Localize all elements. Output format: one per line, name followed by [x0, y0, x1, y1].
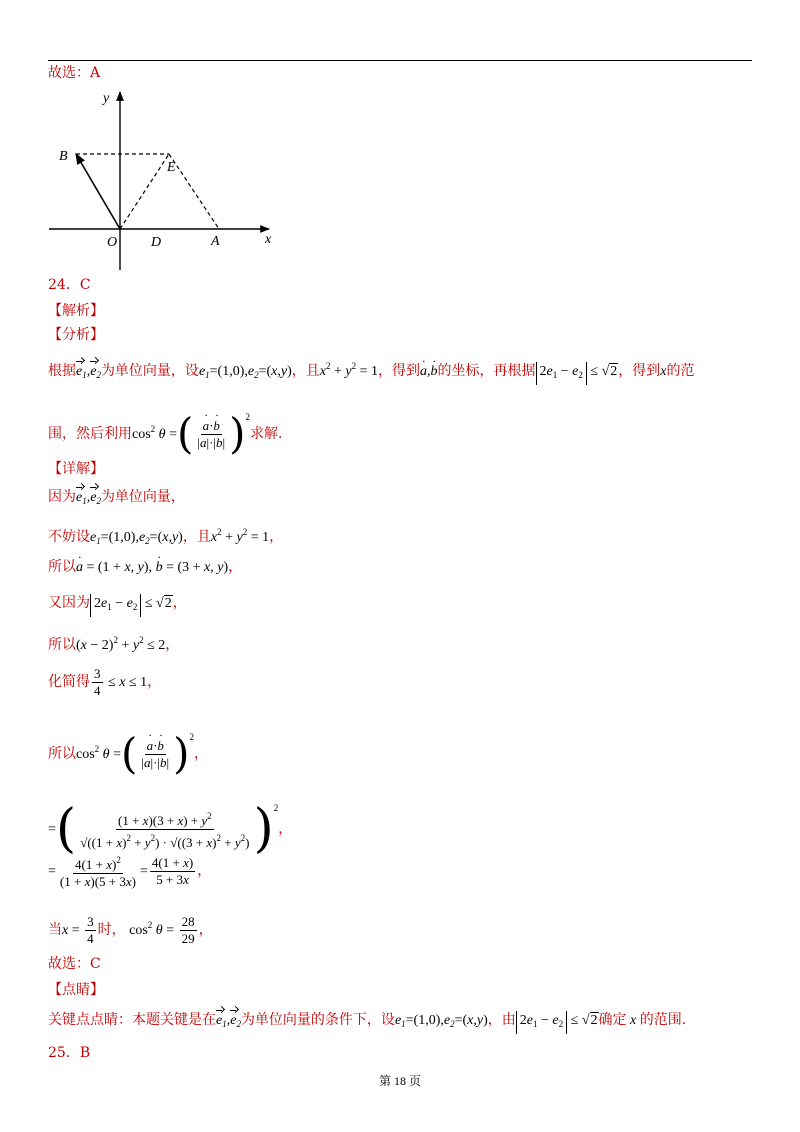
- detail-line-2: 不妨设$e_1=(1,0),e_2=(x,y)$，且$x^2 + y^2 = 1$，: [48, 527, 284, 546]
- header-rule: [48, 60, 752, 61]
- dianjing-heading: 【点睛】: [48, 982, 104, 998]
- q25-number: 25．B: [48, 1045, 91, 1061]
- detail-line-8: =( $\frac{(1 + x)(3 + x) + y^2}{√((1 + x)^2 + y^2) \cdot √((3 + x)^2 + y^2)}$ )$^2$，: [48, 799, 293, 859]
- label-D: D: [151, 235, 162, 250]
- detail-line-7: 所以$\cos^2 \theta$ =( · $\frac{a\cdot\cdot b}{|a|\cdot|b|}$ )$^2$，: [48, 714, 208, 760]
- detail-line-9: = $\frac{4(1 + x)^2}{(1 + x)(5 + 3x)}$ = $\frac{4(1 + x)}{5 + 3x}$ ，: [48, 852, 211, 890]
- label-y: y: [103, 91, 110, 106]
- detail-line-6: 化简得 $\frac{3}{4}$ ≤ x ≤ 1，: [48, 665, 162, 698]
- detail-line-5: 所以$(x - 2)^2 + y^2 \le 2$，: [48, 635, 180, 653]
- vector-OB: [76, 154, 120, 229]
- dashed-E-A: [169, 154, 219, 229]
- q24-answer: 故选：C: [48, 956, 101, 972]
- detail-line-3: 所以· a = (1 + x, y), · b = (3 + x, y)，: [48, 558, 242, 577]
- fenxi-heading: 【分析】: [48, 327, 104, 343]
- dianjing-line: 关键点点睛：本题关键是在$e_1,e_2$为单位向量的条件下，设$e_1=(1,0),e_2=(x,y)$，由 $2e_1 - e_2 \le √2$确定 x 的范围.: [48, 1011, 686, 1034]
- detail-line-4: 又因为 $2e_1 - e_2 \le √2$，: [48, 594, 187, 617]
- detail-line-1: 因为$e_1,e_2$为单位向量，: [48, 489, 185, 506]
- detail-line-10: 当x = $\frac{3}{4}$ 时， $\cos^2 \theta$ = $\frac{28}{29}$ ，: [48, 913, 213, 946]
- label-E: E: [167, 160, 176, 175]
- label-x: x: [265, 232, 272, 247]
- fenxi-line-2: 围，然后利用$\cos^2 \theta$ =( · $\frac{a\cdot\cdot b}{|a|\cdot|b|}$ )$^2$求解.: [48, 394, 282, 440]
- label-B: B: [59, 149, 68, 164]
- vector-diagram: [45, 88, 285, 273]
- previous-answer: 故选：A: [48, 65, 101, 81]
- xiangjie-heading: 【详解】: [48, 461, 104, 477]
- jiexi-heading: 【解析】: [48, 303, 104, 319]
- label-O: O: [107, 235, 118, 250]
- q24-number: 24．C: [48, 277, 91, 293]
- fenxi-line-1: 根据$e_1,e_2$为单位向量，设$e_1=(1,0),e_2=(x,y)$，且$x^2 + y^2 = 1$，得到· a,· b的坐标，再根据 $2e_1 - e_2 \le √2$，得到x的范: [48, 357, 694, 385]
- dashed-O-E: [120, 154, 169, 229]
- page-footer: 第 18 页: [378, 1074, 421, 1088]
- label-A: A: [211, 234, 220, 249]
